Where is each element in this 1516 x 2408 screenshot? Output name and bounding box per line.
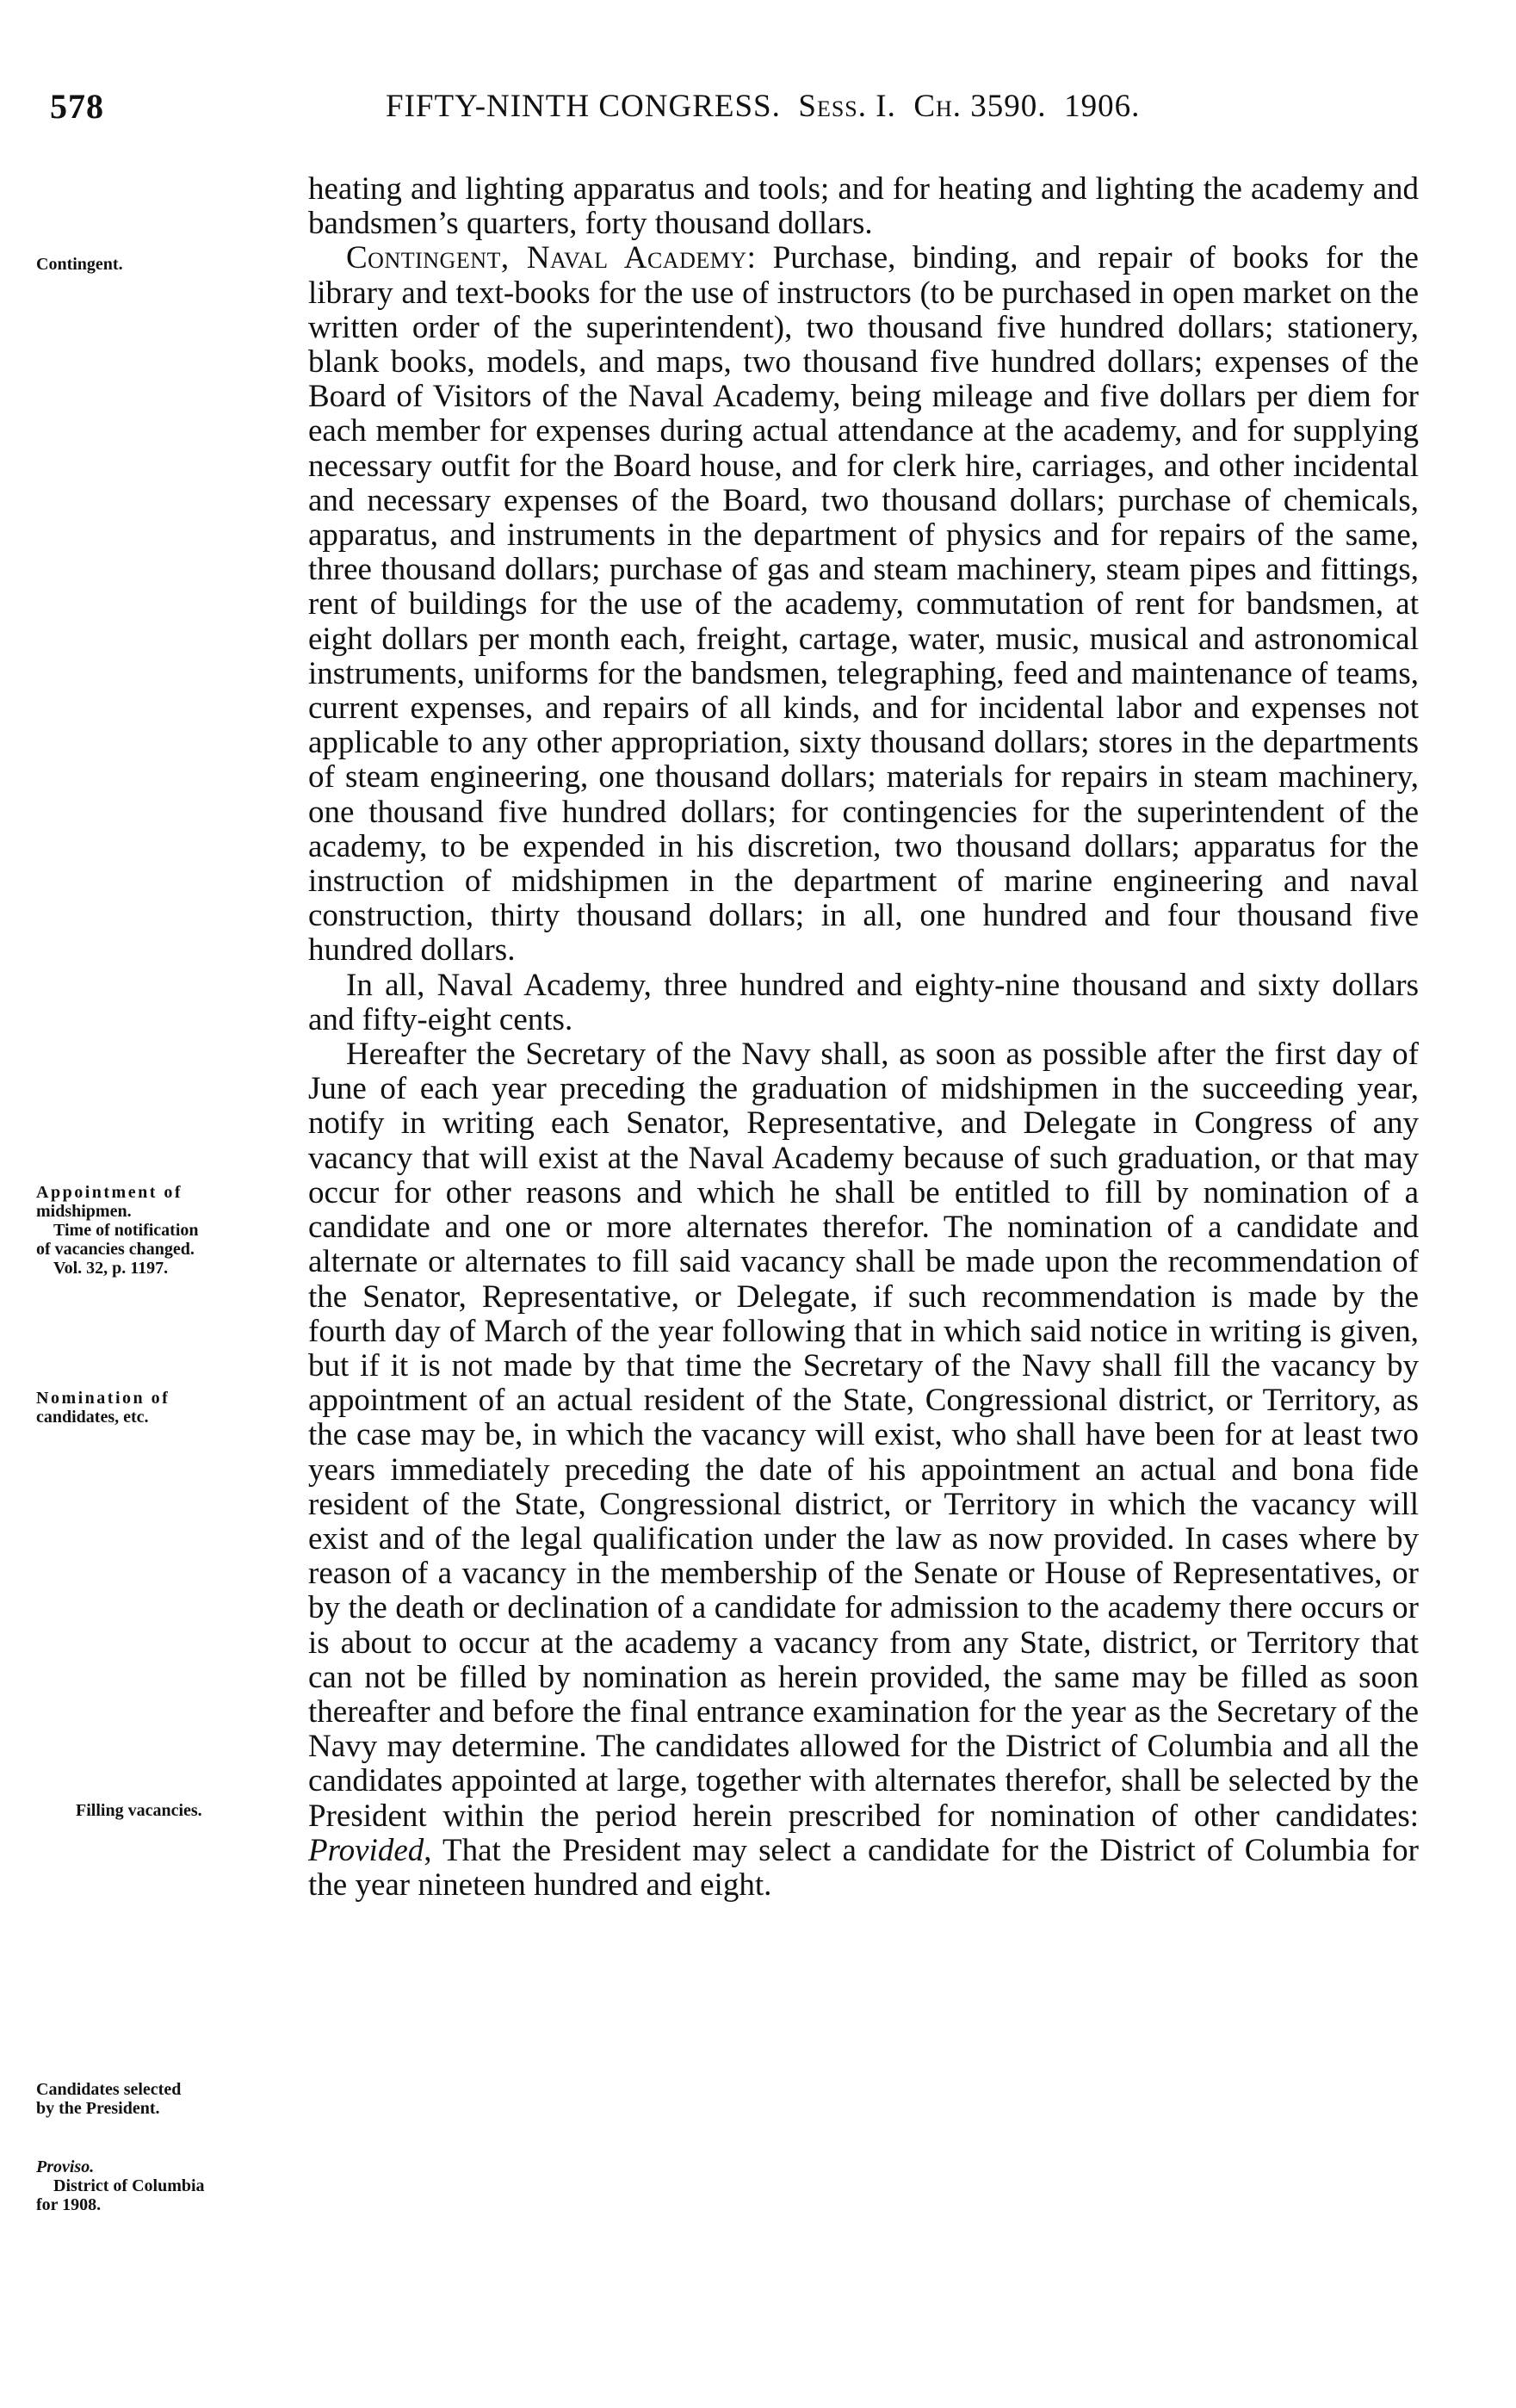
paragraph-total: In all, Naval Academy, three hundred and eighty-nine thousand and sixty dollars and fifty-eight cents. — [308, 967, 1419, 1037]
running-head — [386, 88, 1140, 125]
paragraph-heating: heating and lighting apparatus and tools; and for heating and lighting the academy and bandsmen’s quarters, forty thousand dollars. — [308, 171, 1419, 242]
proviso-word: Provided — [308, 1832, 424, 1868]
paragraph-contingent: Contingent, Naval Academy: Purchase, binding, and repair of books for the library and text-books for the use of instructors (to be purchased in open market on the written order of the superintendent), two thousand five hundred dollars; stationery, blank books, models, and maps, two thousand five hundred dollars; expenses of the Board of Visitors of the Naval Academy, being mileage and five dollars per diem for each member for expenses during actual attendance at the academy, and for supplying necessary outfit for the Board house, and for clerk hire, carriages, and other incidental and necessary expenses of the Board, two thousand dollars; purchase of chemicals, apparatus, and instruments in the department of physics and for repairs of the same, three thousand dollars; purchase of gas and steam machinery, steam pipes and fittings, rent of buildings for the use of the academy, commutation of rent for bandsmen, at eight dollars per month each, freight, cartage, water, music, musical and astronomical instruments, uniforms for the bandsmen, telegraphing, feed and maintenance of teams, current expenses, and repairs of all kinds, and for incidental labor and expenses not applicable to any other appropriation, sixty thousand dollars; stores in the departments of steam engineering, one thousand dollars; materials for repairs in steam machinery, one thousand five hundred dollars; for contingencies for the superintendent of the academy, to be expended in his discretion, two thousand dollars; apparatus for the instruction of midshipmen in the department of marine engineering and naval construction, thirty thousand dollars; in all, one hundred and four thousand five hundred dollars. — [308, 240, 1419, 969]
page-number: 578 — [50, 87, 104, 126]
running-head-year: 1906. — [1064, 89, 1141, 124]
margin-note-filling: Filling vacancies. — [76, 1801, 202, 1820]
section-heading: Contingent, Naval Academy — [346, 240, 747, 276]
margin-note-contingent: Contingent. — [36, 255, 123, 274]
running-head-chapter: Ch. 3590. — [913, 89, 1047, 124]
statute-body — [308, 172, 1419, 1903]
margin-note-proviso: Proviso. District of Columbia for 1908. — [36, 2157, 205, 2214]
page-header — [50, 86, 1414, 138]
running-head-congress: FIFTY-NINTH CONGRESS. — [386, 89, 781, 124]
running-head-session: Sess. I. — [798, 89, 896, 124]
margin-note-candidates: Candidates selected by the President. — [36, 2080, 182, 2118]
margin-note-nomination: Nomination of candidates, etc. — [36, 1389, 170, 1427]
paragraph-appointment: Hereafter the Secretary of the Navy shall, as soon as possible after the first day of June of each year preceding the graduation of midshipmen in the succeeding year, notify in writing each Senator, Representative, and Delegate in Congress of any vacancy that will exist at the Naval Academy because of such graduation, or that may occur for other reasons and which he shall be entitled to fill by nomination of a candidate and one or more alternates therefor. The nomination of a candidate and alternate or alternates to fill said vacancy shall be made upon the recommendation of the Senator, Representative, or Delegate, if such recommendation is made by the fourth day of March of the year following that in which said notice in writing is given, but if it is not made by that time the Secretary of the Navy shall fill the vacancy by appointment of an actual resident of the State, Congressional district, or Territory, as the case may be, in which the vacancy will exist, who shall have been for at least two years immediately preceding the date of his appointment an actual and bona fide resident of the State, Congressional district, or Territory in which the vacancy will exist and of the legal qualification under the law as now provided. In cases where by reason of a vacancy in the membership of the Senate or House of Representatives, or by the death or declination of a candidate for admission to the academy there occurs or is about to occur at the academy a vacancy from any State, district, or Territory that can not be filled by nomination as herein provided, the same may be filled as soon thereafter and before the final entrance examination for the year as the Secretary of the Navy may determine. The candidates allowed for the District of Columbia and all the candidates appointed at large, together with alternates therefor, shall be selected by the President within the period herein prescribed for nomination of other candidates: Provided, That the President may select a candidate for the District of Columbia for the year nineteen hundred and eight. — [308, 1037, 1419, 1903]
margin-note-appointment: Appointment of midshipmen. Time of notification of vacancies changed. Vol. 32, p. 1197. — [36, 1183, 199, 1278]
